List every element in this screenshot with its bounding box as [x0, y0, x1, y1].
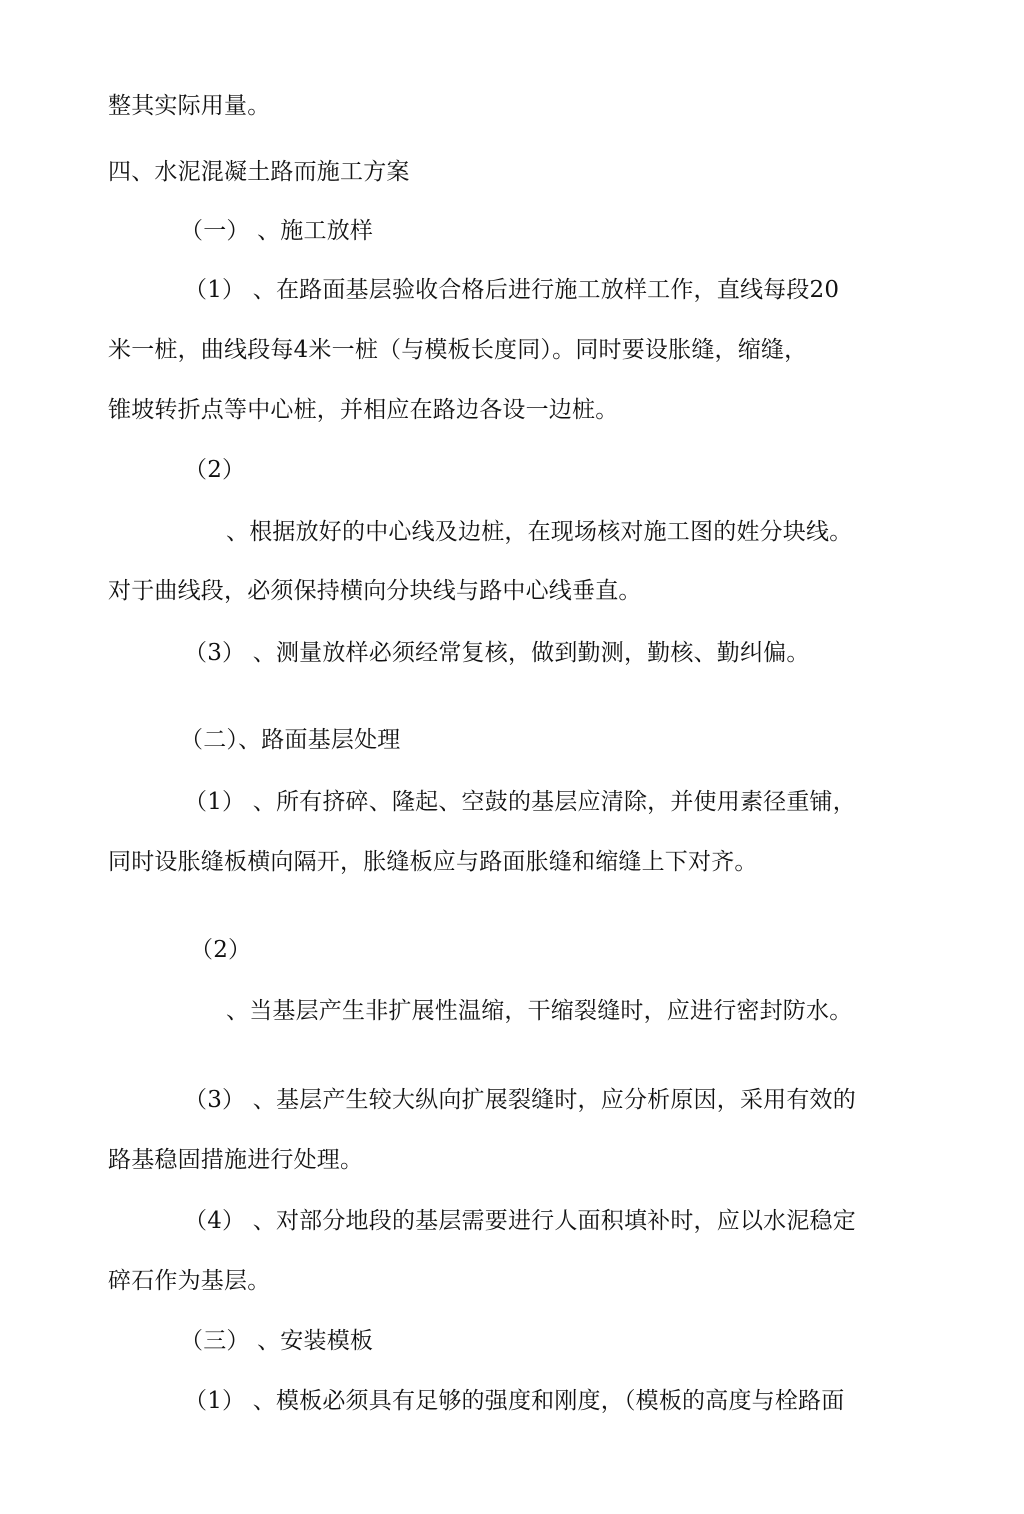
- paragraph-line: （1） 、模板必须具有足够的强度和刚度，（模板的高度与栓路面: [184, 1388, 845, 1414]
- text-line-continuation: 整其实际用量。: [108, 93, 271, 119]
- item-number: （2）: [184, 457, 246, 483]
- paragraph-line: 对于曲线段，必须保持横向分块线与路中心线垂直。: [108, 578, 642, 604]
- paragraph-line: （3） 、测量放样必须经常复核，做到勤测，勤核、勤纠偏。: [184, 640, 810, 666]
- subsection-heading-3: （三） 、安装模板: [180, 1328, 374, 1354]
- paragraph-line: （3） 、基层产生较大纵向扩展裂缝时，应分析原因，采用有效的: [184, 1087, 856, 1113]
- paragraph-line: 锥坡转折点等中心桩，并相应在路边各设一边桩。: [108, 397, 619, 423]
- paragraph-line: 、根据放好的中心线及边桩，在现场核对施工图的姓分块线。: [226, 519, 853, 545]
- paragraph-line: （4） 、对部分地段的基层需要进行人面积填补时，应以水泥稳定: [184, 1208, 856, 1234]
- item-number: （2）: [190, 937, 252, 963]
- subsection-heading-1: （一） 、施工放样: [180, 218, 374, 244]
- paragraph-line: 同时设胀缝板横向隔开，胀缝板应与路面胀缝和缩缝上下对齐。: [108, 849, 758, 875]
- paragraph-line: 碎石作为基层。: [108, 1268, 271, 1294]
- section-heading-4: 四、水泥混凝土路而施工方案: [108, 159, 410, 185]
- paragraph-line: 米一桩，曲线段每4米一桩（与模板长度同）。同时要设胀缝，缩缝，: [108, 337, 808, 363]
- paragraph-line: （1） 、在路面基层验收合格后进行施工放样工作，直线每段20: [184, 277, 840, 303]
- subsection-heading-2: （二）、路面基层处理: [180, 727, 401, 753]
- paragraph-line: （1） 、所有挤碎、隆起、空鼓的基层应清除，并使用素径重铺，: [184, 789, 856, 815]
- paragraph-line: 路基稳固措施进行处理。: [108, 1147, 364, 1173]
- paragraph-line: 、当基层产生非扩展性温缩，干缩裂缝时，应进行密封防水。: [226, 998, 853, 1024]
